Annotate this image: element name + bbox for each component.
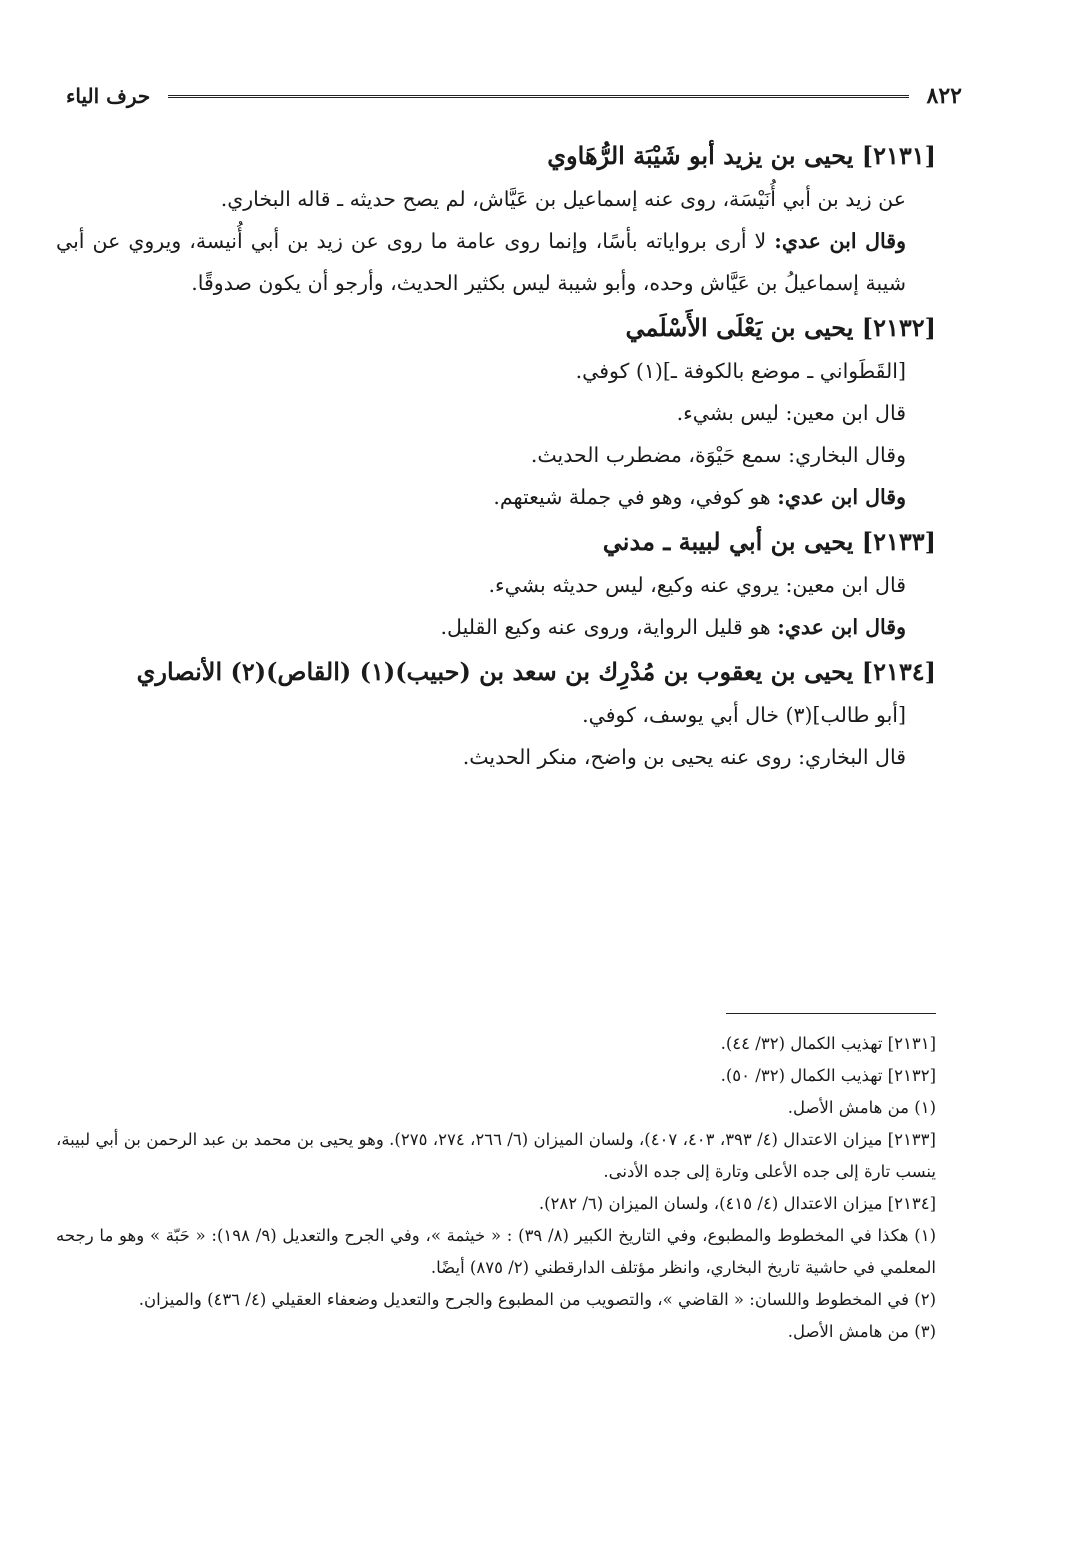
main-text — [56, 132, 936, 778]
entry-title: [٢١٣١] يحيى بن يزيد أبو شَيْبَة الرُّهَاوي — [547, 141, 936, 170]
footnote: [٢١٣٢] تهذيب الكمال (٣٢/ ٥٠). — [720, 1066, 936, 1085]
footnote: [٢١٣١] تهذيب الكمال (٣٢/ ٤٤). — [720, 1034, 936, 1053]
footnote: [٢١٣٤] ميزان الاعتدال (٤/ ٤١٥)، ولسان الميزان (٦/ ٢٨٢). — [538, 1194, 936, 1213]
paragraph-text: هو قليل الرواية، وروى عنه وكيع القليل. — [440, 615, 771, 639]
paragraph — [56, 564, 906, 606]
entry-2132 — [56, 306, 936, 518]
paragraph-text: عن زيد بن أبي أُنَيْسَة، روى عنه إسماعيل بن عَيَّاش، لم يصح حديثه ـ قاله البخاري. — [220, 187, 906, 211]
footnote-separator — [726, 1013, 936, 1014]
page-header — [66, 78, 962, 114]
paragraph-text: وقال البخاري: سمع حَيْوَة، مضطرب الحديث. — [530, 443, 906, 467]
paragraph — [56, 606, 906, 648]
paragraph-text: قال البخاري: روى عنه يحيى بن واضح، منكر الحديث. — [462, 745, 906, 769]
footnote: [٢١٣٣] ميزان الاعتدال (٤/ ٣٩٣، ٤٠٣، ٤٠٧)، ولسان الميزان (٦/ ٢٦٦، ٢٧٤، ٢٧٥). وهو يحيى بن محمد بن عبد الرحمن بن أبي لبيبة، ينسب تارة إلى جده الأعلى وتارة إلى جده الأدنى. — [56, 1130, 936, 1181]
paragraph — [56, 434, 906, 476]
entry-2134 — [56, 650, 936, 778]
paragraph-text: هو كوفي، وهو في جملة شيعتهم. — [493, 485, 771, 509]
footnotes — [56, 1028, 936, 1348]
paragraph — [56, 736, 906, 778]
paragraph-text: قال ابن معين: ليس بشيء. — [676, 401, 906, 425]
paragraph — [56, 178, 906, 220]
paragraph — [56, 694, 906, 736]
page-number: ٨٢٢ — [926, 83, 962, 109]
paragraph — [56, 476, 906, 518]
entry-title: [٢١٣٢] يحيى بن يَعْلَى الأَسْلَمي — [625, 313, 936, 342]
paragraph-text: لا أرى برواياته بأسًا، وإنما روى عامة ما روى عن زيد بن أبي أُنيسة، ويروي عن أبي شيبة إسماعيلُ بن عَيَّاش وحده، وأبو شيبة ليس بكثير الحديث، وأرجو أن يكون صدوقًا. — [56, 229, 906, 295]
paragraph-text: قال ابن معين: يروي عنه وكيع، ليس حديثه بشيء. — [488, 573, 906, 597]
paragraph-lead: وقال ابن عدي: — [777, 485, 906, 509]
entry-title: [٢١٣٤] يحيى بن يعقوب بن مُدْرِك بن سعد بن (حبيب)(١) (القاص)(٢) الأنصاري — [136, 657, 936, 686]
footnote: (٣) من هامش الأصل. — [787, 1322, 936, 1341]
entry-title: [٢١٣٣] يحيى بن أبي لبيبة ـ مدني — [602, 527, 936, 556]
footnote: (٢) في المخطوط واللسان: « القاضي »، والتصويب من المطبوع والجرح والتعديل وضعفاء العقيلي (٤/ ٤٣٦) والميزان. — [138, 1290, 936, 1309]
entry-2131 — [56, 134, 936, 304]
paragraph — [56, 392, 906, 434]
header-rule — [168, 95, 908, 98]
paragraph-lead: وقال ابن عدي: — [774, 229, 906, 253]
paragraph-text: [أبو طالب](٣) خال أبي يوسف، كوفي. — [582, 703, 906, 727]
paragraph — [56, 220, 906, 304]
paragraph-text: [القَطَواني ـ موضع بالكوفة ـ](١) كوفي. — [575, 359, 906, 383]
entry-2133 — [56, 520, 936, 648]
paragraph-lead: وقال ابن عدي: — [777, 615, 906, 639]
footnote: (١) هكذا في المخطوط والمطبوع، وفي التاريخ الكبير (٨/ ٣٩) : « خيثمة »، وفي الجرح والتعديل (٩/ ١٩٨): « حَبّة » وهو ما رجحه المعلمي في حاشية تاريخ البخاري، وانظر مؤتلف الدارقطني (٢/ ٨٧٥) أيضًا. — [56, 1226, 937, 1277]
running-title: حرف الياء — [66, 84, 151, 108]
footnote: (١) من هامش الأصل. — [787, 1098, 936, 1117]
paragraph — [56, 350, 906, 392]
